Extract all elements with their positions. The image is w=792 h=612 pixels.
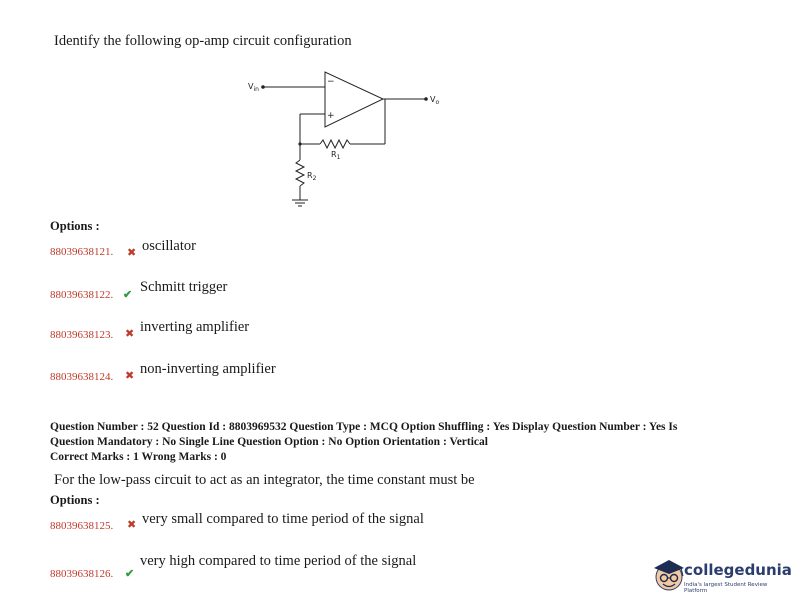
minus-terminal: − xyxy=(327,77,335,87)
logo-name: collegedunia xyxy=(684,561,792,579)
plus-terminal: + xyxy=(327,111,335,121)
option-text: Schmitt trigger xyxy=(140,279,228,295)
question-meta: Question Number : 52 Question Id : 8803969532 Question Type : MCQ Option Shuffling : Yes Display Question Number : Yes Is Question Mandatory : No Single Line Question Option : No Option Orientation : Vertical Correct Marks : 1 Wrong Marks : 0 xyxy=(50,421,678,463)
option-text: very small compared to time period of the signal xyxy=(142,511,424,527)
options-label-q2: Options : xyxy=(50,493,100,507)
wrong-mark-icon: ✖ xyxy=(125,328,135,340)
option-text: oscillator xyxy=(142,238,196,254)
correct-check-icon: ✔ xyxy=(123,289,133,301)
correct-check-icon: ✔ xyxy=(125,568,135,580)
option-text: inverting amplifier xyxy=(140,319,250,335)
option-text: non-inverting amplifier xyxy=(140,361,276,377)
question-1-text: Identify the following op-amp circuit configuration xyxy=(54,33,352,49)
option-id: 88039638122. xyxy=(50,289,114,301)
option-id: 88039638126. xyxy=(50,568,114,580)
r2-label: $R_2$ xyxy=(307,171,317,182)
vo-label: $V_o$ xyxy=(430,95,440,106)
logo-tagline: India's largest Student Review Platform xyxy=(684,582,768,594)
wrong-mark-icon: ✖ xyxy=(127,247,137,259)
question-2-text: For the low-pass circuit to act as an integrator, the time constant must be xyxy=(54,472,475,488)
r1-label: $R_1$ xyxy=(331,150,341,161)
option-text: very high compared to time period of the signal xyxy=(140,553,417,569)
wrong-mark-icon: ✖ xyxy=(125,370,135,382)
vin-label: $V_{in}$ xyxy=(248,82,259,93)
op-amp-circuit-diagram xyxy=(230,62,450,222)
wrong-mark-icon: ✖ xyxy=(127,519,137,531)
option-id: 88039638123. xyxy=(50,329,114,341)
options-label-q1: Options : xyxy=(50,219,100,233)
option-id: 88039638125. xyxy=(50,520,114,532)
option-id: 88039638121. xyxy=(50,246,114,258)
option-id: 88039638124. xyxy=(50,371,114,383)
